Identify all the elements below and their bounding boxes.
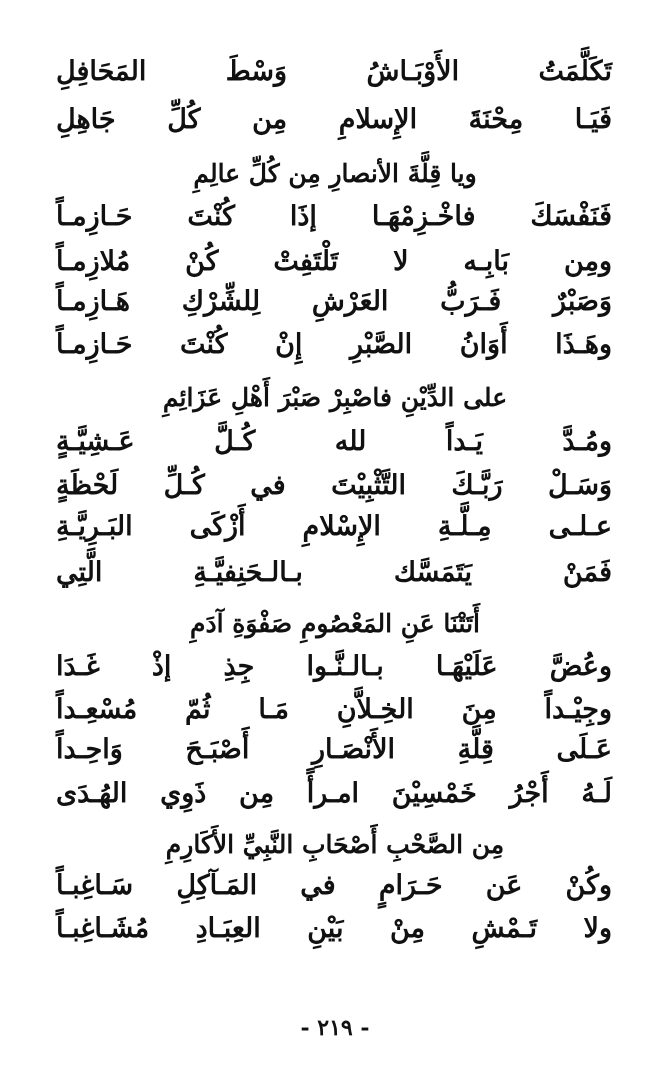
verse-line-15: وجِيْـداً مِنَ الخِـلاَّنِ مَـا ثُمّ مُسْعِـداً xyxy=(56,694,612,725)
verse-line-13: أَتَتْنَا عَنِ المَعْصُومِ صَفْوَةِ آدَمِ xyxy=(190,609,480,638)
verse-line-6: وَصَبْرٌ فَـرَبُّ العَرْشِ لِلشِّرْكِ هَـازِمـاً xyxy=(56,286,612,317)
verse-line-12: فَمَنْ يَتَمَسَّك بـالـحَنِفيَّـةِ الَّتِي xyxy=(56,557,612,588)
verse-line-3: ويا قِلَّةَ الأنصارِ مِن كُلِّ عالِمِ xyxy=(193,159,477,188)
verse-line-20: ولا تَـمْشِ مِنْ بَيْنِ العِبَـادِ مُشَـاغِبـاً xyxy=(56,913,612,944)
verse-line-2: فَيَـا مِحْنَةَ الإِسلامِ مِن كُلِّ جَاهِلِ xyxy=(56,104,612,135)
verse-line-11: عـلـى مِـلَّـةِ الإِسْلامِ أَزْكَى البَـرِيَّـةِ xyxy=(56,511,612,542)
verse-line-16: عَـلَى قِلَّةِ الأَنْصَـارِ أَصْبَـحَ وَاحِـداً xyxy=(56,734,612,765)
page-number: - ٢١٩ - xyxy=(300,1015,370,1041)
verse-line-8: على الدِّيْنِ فاصْبِرْ صَبْرَ أَهْلِ عَزَائِمِ xyxy=(162,383,508,412)
verse-line-19: وكُنْ عَن حَـرَامٍ في المَـآكِلِ سَـاغِبـاً xyxy=(56,870,612,901)
verse-line-1: تَكَلَّمَتُ الأَوْبَـاشُ وَسْطَ المَحَافِلِ xyxy=(56,56,612,87)
verse-line-7: وهَـذَا أَوَانُ الصَّبْرِ إِنْ كُنْتَ حَـازِمـاً xyxy=(56,329,612,360)
verse-line-14: وعُضَّ عَلَيْهَـا بـالـنَّـوا جِذِ إذْ غَـدَا xyxy=(56,651,612,682)
verse-line-9: ومُـدَّ يَـداً لله كُـلَّ عَـشِيَّـةٍ xyxy=(56,426,612,457)
verse-line-18: مِن الصَّحْبِ أَصْحَابِ النَّبِيِّ الأَكَارِمِ xyxy=(165,830,505,859)
verse-line-17: لَـهُ أَجْرُ خَمْسِيْنَ امـرأً مِن ذَوِي الهُـدَى xyxy=(56,778,612,809)
verse-line-4: فَنَفْسَكَ فاخْـزِمْهَـا إذَا كُنْتَ حَـازِمـاً xyxy=(56,201,612,232)
verse-line-10: وَسَـلْ رَبَّـكَ التَّثْبِيْتَ في كُـلِّ لَحْظَةٍ xyxy=(56,470,612,501)
verse-line-5: ومِن بَابِـه لا تَلْتَفِتْ كُنْ مُلازِمـاً xyxy=(56,246,612,277)
